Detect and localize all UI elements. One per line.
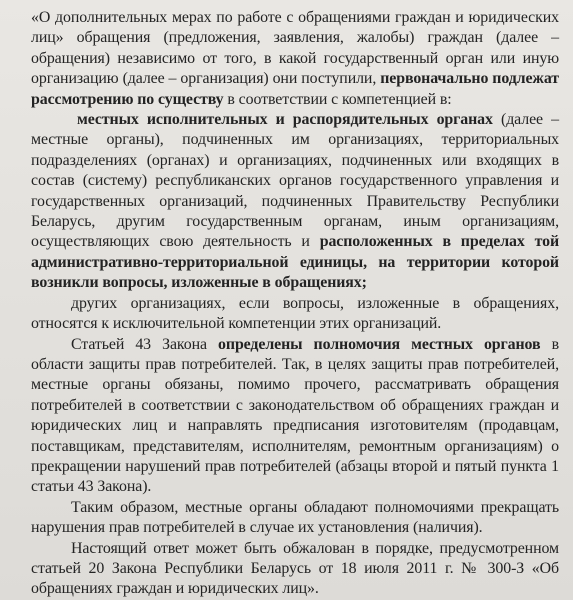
paragraph-4 [31, 335, 559, 498]
paragraph-2-bold-1: местных исполнительных и распорядительных органах [77, 111, 493, 129]
paragraph-1 [31, 8, 559, 110]
paragraph-3 [31, 294, 559, 335]
paragraph-4-text-1: Статьей 43 Закона [71, 335, 219, 353]
paragraph-4-bold-1: определены полномочия местных органов [218, 335, 541, 353]
paragraph-1-text-1: «О дополнительных мерах по работе с обращениями граждан и юридических лиц» обращения (предложения, заявления, жалобы) граждан (далее – обращения) независимо от того, в какой государственный орган или иную организацию (далее – организация) они поступили, [31, 9, 559, 88]
paragraph-6 [31, 539, 559, 600]
paragraph-5 [31, 498, 559, 539]
paragraph-4-text-2: в области защиты прав потребителей. Так, в целях защиты прав потребителей, местные органы обязаны, помимо прочего, рассматривать обращения потребителей в соответствии с законодательством об обращениях граждан и юридических лиц и направлять предписания изготовителям (продавцам, поставщикам, представителям, исполнителям, ремонтным организациям) о прекращении нарушений прав потребителей (абзацы второй и пятый пункта 1 статьи 43 Закона). [31, 335, 560, 496]
paragraph-2-bold-2: расположенных в пределах той административно-территориальной единицы, на территории которой возникли вопросы, изложенные в обращениях; [31, 233, 559, 292]
paragraph-3-text-1: других организациях, если вопросы, изложенные в обращениях, относятся к исключительной компетенции этих организаций. [31, 294, 559, 333]
paragraph-2-text-1: (далее – местные органы), подчиненных им организациях, территориальных подразделениях (органах) и организациях, подчиненных или входящих в состав (систему) республиканских органов государственного управления и государственных организаций, подчиненных Правительству Республики Беларусь, другим государственным органам, иным организациям, осуществляющих свою деятельность и [31, 111, 559, 251]
paragraph-1-text-2: в соответствии с компетенцией в: [223, 90, 452, 108]
paragraph-5-text-1: Таким образом, местные органы обладают полномочиями прекращать нарушения прав потребителей в случае их установления (наличия). [31, 498, 559, 537]
paragraph-2 [31, 110, 559, 294]
paragraph-6-text-1: Настоящий ответ может быть обжалован в порядке, предусмотренном статьей 20 Закона Республики Беларусь от 18 июля 2011 г. № 300-З «Об обращениях граждан и юридических лиц». [31, 539, 559, 598]
paragraph-1-bold-1: первоначально подлежат рассмотрению по существу [31, 70, 559, 108]
